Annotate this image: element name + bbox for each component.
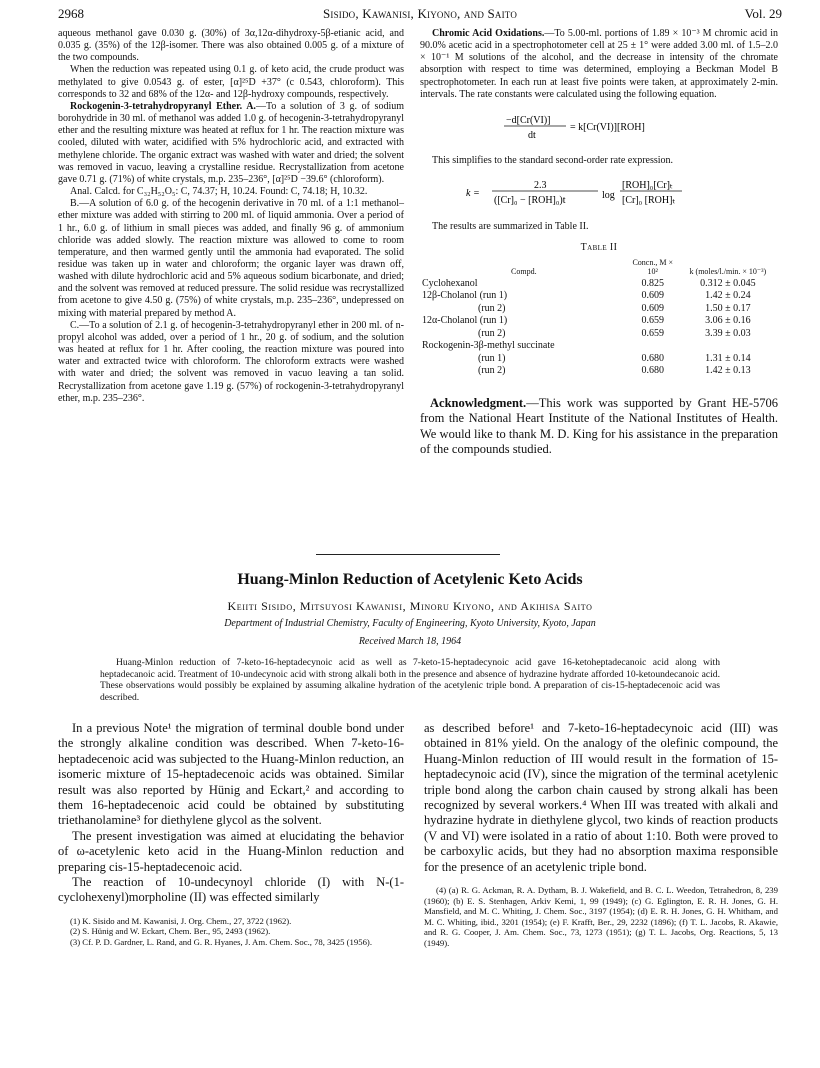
running-head	[58, 6, 782, 26]
table-row	[420, 303, 778, 316]
column-header: Compd.	[511, 266, 537, 276]
paragraph: This simplifies to the standard second-order rate expression.	[432, 155, 674, 167]
table-row	[420, 315, 778, 328]
eq2-log-numerator: [ROH]₀[Cr]ₜ	[622, 180, 673, 192]
table-cell: 0.609	[641, 290, 664, 302]
eq2-numerator: 2.3	[534, 180, 547, 192]
table-cell: 3.39 ± 0.03	[705, 327, 751, 339]
section-heading: Chromic Acid Oxidations.	[432, 28, 545, 39]
paragraph	[420, 28, 778, 101]
footnotes	[424, 885, 778, 949]
table-row	[420, 353, 778, 366]
paragraph: as described before¹ and 7-keto-16-heptadecynoic acid (III) was obtained in 81% yield. On the analogy of the olefinic compound, the Huang-Minlon reduction of III would result in the formation of 15-heptadecynoic acid (IV), since the migration of the terminal acetylenic triple bond along the carbon chain caused by strong alkali has been recognized by several workers.⁴ When III was treated with alkali and hydrazine hydrate in diethylene glycol, two kinds of reaction products (V and VI) were isolated in a ratio of about 1:10. Both were proved to be carboxylic acids, but they had no absorption maxima responsible for the presence of an acetylenic triple bond.	[424, 721, 778, 874]
top-right-column	[420, 28, 778, 457]
table-cell: (run 2)	[478, 327, 506, 339]
eq2-log: log	[602, 190, 615, 202]
table-title: Table II	[580, 241, 618, 253]
footnotes	[58, 916, 404, 948]
table-row	[420, 365, 778, 378]
table-cell: 0.680	[641, 365, 664, 377]
table-cell: 0.825	[641, 277, 664, 289]
second-order-equation-svg	[420, 175, 778, 209]
table-cell	[628, 340, 678, 353]
paragraph: The present investigation was aimed at elucidating the behavior of ω-acetylenic keto acid in the Huang-Minlon reduction and preparing cis-15-heptadecenoic acid.	[58, 828, 404, 874]
table-header-row	[420, 258, 778, 278]
section-heading: Rockogenin-3-tetrahydropyranyl Ether. A.	[70, 100, 256, 112]
analysis-line: Anal. Calcd. for C₃₂H₅₂O₅: C, 74.37; H, 10.24. Found: C, 74.18; H, 10.32.	[70, 186, 368, 198]
eq1-rhs: = k[Cr(VI)][ROH]	[570, 121, 645, 133]
body-right-column	[424, 721, 778, 949]
eq2-log-denominator: [Cr]₀ [ROH]ₜ	[622, 195, 676, 207]
table-cell: 12β-Cholanol (run 1)	[422, 290, 508, 302]
table-cell: 1.42 ± 0.24	[705, 290, 751, 302]
table-cell: 1.50 ± 0.17	[705, 302, 751, 314]
second-order-equation	[420, 175, 778, 213]
table-cell	[678, 340, 778, 353]
table-cell: 0.312 ± 0.045	[700, 277, 756, 289]
paragraph: The reaction of 10-undecynoyl chloride (I) with N-(1-cyclohexenyl)morpholine (II) was effected similarly	[58, 875, 404, 905]
paragraph-body: —To a solution of 3 g. of sodium borohydride in 30 ml. of methanol was added 1.0 g. of hecogenin-3-tetrahydropyranyl ether and the resulting mixture was heated at reflux for 1 hr. The reaction mixture was cooled, diluted with water, acidified with 5% hydrochloric acid, and extracted with methylene chloride. The organic extract was washed with water and dried; the solvent was removed in vacuo, leaving a crystalline residue. Recrystallization from acetone gave 0.71 g. (71%) of white crystals, m.p. 235–236°, [α]²⁵D −39.6° (chloroform).	[58, 100, 405, 185]
table-cell: 12α-Cholanol (run 1)	[422, 315, 508, 327]
paragraph: When the reduction was repeated using 0.1 g. of keto acid, the crude product was methylated to give 0.0543 g. of ester, [α]²⁵D +37° (c 0.543, chloroform). This corresponds to 32 and 68% of the 12α- and 12β-hydroxy compounds, respectively.	[58, 64, 404, 100]
table-row	[420, 328, 778, 341]
rate-equation-svg	[420, 109, 778, 143]
table-cell: 0.680	[641, 352, 664, 364]
running-authors: Sisido, Kawanisi, Kiyono, and Saito	[322, 6, 518, 21]
received-date: Received March 18, 1964	[358, 636, 462, 647]
footnote: (2) S. Hünig and W. Eckart, Chem. Ber., 95, 2493 (1962).	[70, 926, 271, 937]
volume-label: Vol. 29	[744, 6, 782, 21]
acknowledgment-heading: Acknowledgment.	[430, 395, 527, 410]
rate-equation	[420, 109, 778, 147]
footnote: (4) (a) R. G. Ackman, R. A. Dytham, B. J. Wakefield, and B. C. L. Weedon, Tetrahedron, 8, 239 (1960); (b) E. S. Stenhagen, Arkiv Kemi, 1, 99 (1949); (c) G. Eglington, E. R. H. Jones, G. H. Mansfield, and M. C. Whiting, J. Chem. Soc., 3197 (1954); (d) E. R. H. Jones, G. H. Whitham, and M. C. Whiting, ibid., 3201 (1954); (e) F. Krafft, Ber., 29, 2232 (1896); (f) T. L. Jacobs, R. Akawie, and R. G. Cooper, J. Am. Chem. Soc., 73, 1273 (1951); (g) T. L. Jacobs, Org. Reactions, 5, 13 (1949).	[424, 885, 778, 949]
eq2-k: k =	[466, 188, 480, 200]
body-left-column	[58, 721, 404, 948]
table-row	[420, 278, 778, 291]
table-cell: (run 2)	[478, 302, 506, 314]
acknowledgment-body: —This work was supported by Grant HE-5706 from the National Heart Institute of the National Institutes of Health. We would like to thank M. D. King for his assistance in the preparation of the compounds studied.	[420, 395, 778, 456]
paragraph: In a previous Note¹ the migration of terminal double bond under the strongly alkaline condition was described. When 7-keto-16-heptadecenoic acid was subjected to the Huang-Minlon reduction, an isomeric mixture of 15-heptadecenoic acids was obtained. Similar result was also reported by Hünig and Eckart,² and according to them 16-heptadecenoic acid could be obtained by substituting triethanolamine³ for diethylene glycol as the solvent.	[58, 721, 404, 828]
column-header: Concn., M × 10²	[632, 257, 673, 276]
paragraph-body: —To 5.00-ml. portions of 1.89 × 10⁻³ M chromic acid in 90.0% acetic acid in a spectrophotometer cell at 25 ± 1° were added 3.00 ml. of 1.5–2.0 × 10⁻¹ M solutions of the alcohol, and the decrease in intensity of the chromate absorption with respect to time was determined, employing a Beckman Model B spectrophotometer. In each run at least five points were taken, at approximately 2-min. intervals. The rate constants were calculated using the following equation.	[420, 28, 778, 100]
table-cell: 0.659	[641, 315, 664, 327]
table-cell: (run 1)	[478, 352, 506, 364]
table-cell: 1.42 ± 0.13	[705, 365, 751, 377]
table-ii	[420, 242, 778, 378]
paragraph	[58, 101, 404, 186]
table-row	[420, 340, 778, 353]
column-header: k (moles/l./min. × 10⁻³)	[689, 266, 767, 276]
paragraph: The results are summarized in Table II.	[432, 221, 589, 233]
paragraph: B.—A solution of 6.0 g. of the hecogenin derivative in 70 ml. of a 1:1 methanol–ether mixture was added with stirring to 200 ml. of liquid ammonia. Over a period of 1 hr., 6.0 g. of lithium in small pieces was added, and finally 96 g. of ammonium chloride was added slowly. The reaction mixture was allowed to come to room temperature, and then warmed gently until the ammonia had evaporated. The solid residue was taken up in water and chloroform; the organic layer was drawn off, washed with dilute hydrochloric acid and 5% aqueous sodium bicarbonate, and dried; and the solvent was removed at reduced pressure. The solid residue was recrystallized from acetone to give 4.50 g. (75%) of white crystals, m.p. 235–236°, undepressed on mixing with material prepared by method A.	[58, 198, 404, 319]
footnote: (3) Cf. P. D. Gardner, L. Rand, and G. R. Hyanes, J. Am. Chem. Soc., 78, 3425 (1956).	[70, 937, 372, 948]
footnote: (1) K. Sisido and M. Kawanisi, J. Org. Chem., 27, 3722 (1962).	[70, 915, 292, 926]
table-cell: Cyclohexanol	[422, 277, 478, 289]
top-left-column	[58, 28, 404, 405]
paragraph: aqueous methanol gave 0.030 g. (30%) of 3α,12α-dihydroxy-5β-etianic acid, and 0.035 g. (35%) of the 12β-isomer. There was also obtained 0.005 g. of a mixture of the two compounds.	[58, 28, 404, 64]
eq1-denominator: dt	[528, 129, 536, 141]
affiliation: Department of Industrial Chemistry, Faculty of Engineering, Kyoto University, Kyoto, Japan	[224, 618, 596, 629]
acknowledgment	[420, 396, 778, 458]
table-row	[420, 290, 778, 303]
paragraph: C.—To a solution of 2.1 g. of hecogenin-3-tetrahydropyranyl ether in 200 ml. of n-propyl alcohol was added, over a period of 1 hr., 20 g. of sodium, and the solution was heated at reflux for 1 hr. After cooling, the reaction mixture was poured into water and extracted twice with chloroform. The chloroform extracts were washed with water and dried; the solvent was removed in vacuo leaving a tan solid. Recrystallization from acetone gave 1.19 g. (57%) of rockogenin-3-tetrahydropyranyl ether, m.p. 235–236°.	[58, 319, 404, 404]
eq1-numerator: −d[Cr(VI)]	[506, 114, 551, 126]
table-cell: (run 2)	[478, 365, 506, 377]
rate-table	[420, 258, 778, 378]
article-divider	[316, 554, 500, 555]
table-cell: 0.609	[641, 302, 664, 314]
table-cell: Rockogenin-3β-methyl succinate	[422, 340, 555, 352]
page-number: 2968	[58, 6, 84, 21]
article-authors: Keiiti Sisido, Mitsuyosi Kawanisi, Minoru Kiyono, and Akihisa Saito	[227, 599, 593, 613]
eq2-denominator: ([Cr]₀ − [ROH]₀)t	[494, 195, 566, 207]
table-cell: 1.31 ± 0.14	[705, 352, 751, 364]
table-cell: 3.06 ± 0.16	[705, 315, 751, 327]
abstract: Huang-Minlon reduction of 7-keto-16-heptadecynoic acid as well as 7-keto-15-heptadecynoic acid gave 16-ketoheptadecanoic acid along with heptadecanoic acid. Treatment of 10-undecynoic acid with strong alkali both in the presence and absence of hydrazine hydrate afforded 10-ketoundecanoic acid. These observations would possibly be explained by assuming alkaline hydration of the acetylenic triple bond. A preparation of cis-15-heptadecenoic acid was described.	[100, 657, 720, 703]
table-cell: 0.659	[641, 327, 664, 339]
article-title: Huang-Minlon Reduction of Acetylenic Keto Acids	[237, 571, 583, 588]
